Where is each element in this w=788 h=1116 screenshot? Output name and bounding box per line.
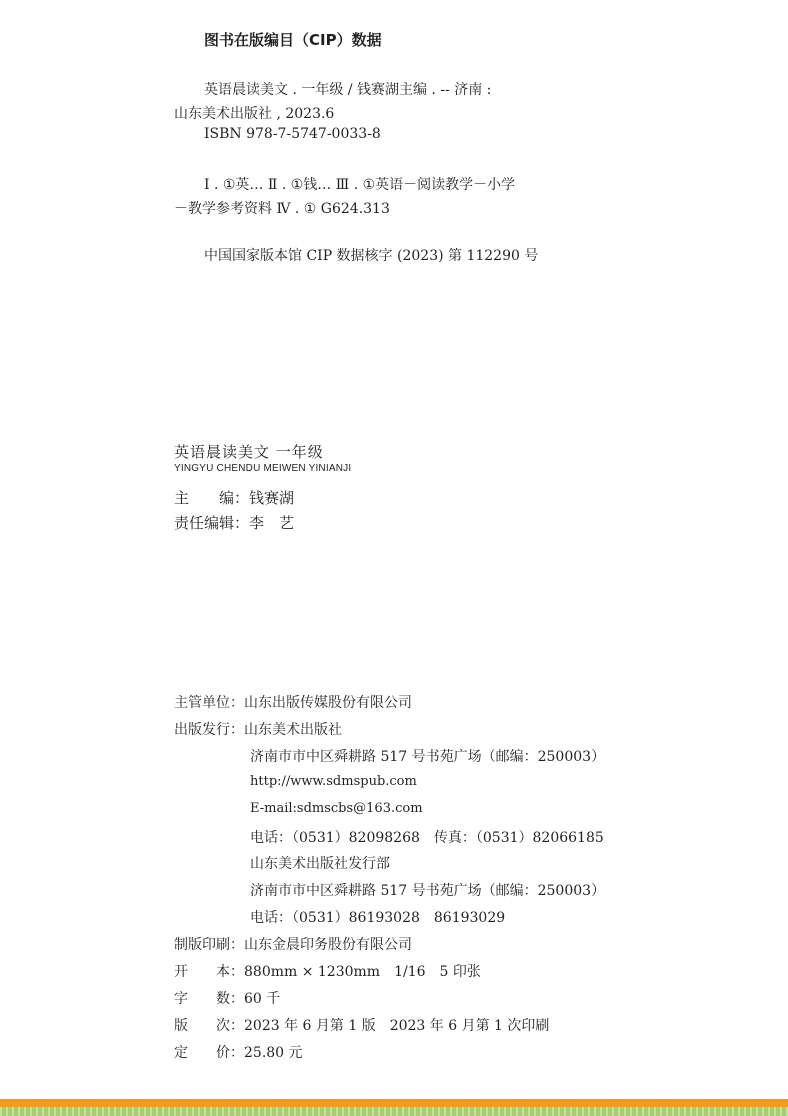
cip-classification: Ⅰ . ①英… Ⅱ . ①钱… Ⅲ . ①英语－阅读教学－小学 xyxy=(204,177,516,193)
word-count-value: 60 千 xyxy=(244,991,281,1007)
cip-isbn: ISBN 978-7-5747-0033-8 xyxy=(204,126,381,142)
word-count-row xyxy=(174,988,280,1008)
price-value: 25.80 元 xyxy=(244,1045,303,1061)
distribution-address: 济南市市中区舜耕路 517 号书苑广场（邮编：250003） xyxy=(250,883,606,899)
publisher-label: 出版发行： xyxy=(174,722,244,738)
supervisor-label: 主管单位： xyxy=(174,695,244,711)
responsible-editor-label: 责任编辑： xyxy=(174,514,250,532)
edition-label: 版 次： xyxy=(174,1018,244,1034)
supervisor-value: 山东出版传媒股份有限公司 xyxy=(244,695,412,711)
distribution-dept: 山东美术出版社发行部 xyxy=(250,856,390,872)
book-title: 英语晨读美文 一年级 xyxy=(174,443,324,461)
printer-label: 制版印刷： xyxy=(174,937,244,953)
edition-row xyxy=(174,1015,549,1035)
distribution-phone: 电话：（0531）86193028 86193029 xyxy=(250,910,506,926)
responsible-editor-row xyxy=(174,512,294,533)
footer-green-band xyxy=(0,1107,788,1116)
supervisor-row xyxy=(174,692,412,712)
format-label: 开 本： xyxy=(174,964,244,980)
publisher-website[interactable]: http://www.sdmspub.com xyxy=(250,774,417,789)
printer-value: 山东金晨印务股份有限公司 xyxy=(244,937,412,953)
format-row xyxy=(174,961,481,981)
cip-record-number: 中国国家版本馆 CIP 数据核字 (2023) 第 112290 号 xyxy=(204,248,539,264)
edition-value: 2023 年 6 月第 1 版 2023 年 6 月第 1 次印刷 xyxy=(244,1018,550,1034)
cip-classification: －教学参考资料 Ⅳ . ① G624.313 xyxy=(174,201,390,217)
cip-line: 英语晨读美文 . 一年级 / 钱赛湖主编 . -- 济南 : xyxy=(204,82,492,98)
publisher-email[interactable]: E-mail:sdmscbs@163.com xyxy=(250,801,423,816)
editor-name: 钱赛湖 xyxy=(249,489,295,507)
cip-line: 山东美术出版社 , 2023.6 xyxy=(174,106,335,122)
editor-label: 主 编： xyxy=(174,489,250,507)
format-value: 880mm × 1230mm 1/16 5 印张 xyxy=(244,964,481,980)
word-count-label: 字 数： xyxy=(174,991,244,1007)
editor-row xyxy=(174,487,294,508)
price-label: 定 价： xyxy=(174,1045,244,1061)
book-title-pinyin: YINGYU CHENDU MEIWEN YINIANJI xyxy=(174,463,352,474)
responsible-editor-name: 李 艺 xyxy=(249,514,295,532)
publisher-row xyxy=(174,719,342,739)
publisher-address: 济南市市中区舜耕路 517 号书苑广场（邮编：250003） xyxy=(250,749,606,765)
publisher-phone-fax: 电话：（0531）82098268 传真：（0531）82066185 xyxy=(250,830,604,846)
printer-row xyxy=(174,934,412,954)
footer-orange-band xyxy=(0,1099,788,1107)
publisher-value: 山东美术出版社 xyxy=(244,722,342,738)
cip-heading: 图书在版编目（CIP）数据 xyxy=(204,31,382,49)
price-row xyxy=(174,1042,303,1062)
